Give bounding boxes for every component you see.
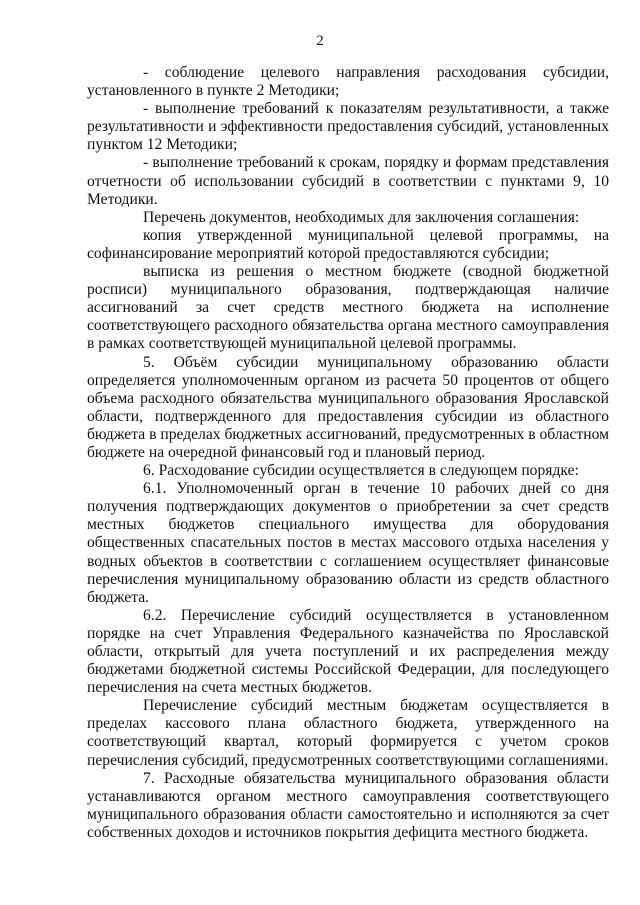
document-body (87, 64, 609, 842)
page-number: 2 (316, 33, 324, 49)
paragraph-section-6-2: 6.2. Перечисление субсидий осуществляется в установленном порядке на счет Управления Федерального казначейства по Ярославской области, открытый для учета поступлений и их распределения между бюджетами бюджетной системы Российской Федерации, для последующего перечисления на счета местных бюджетов. (87, 606, 609, 697)
paragraph-documents-list-heading: Перечень документов, необходимых для заключения соглашения: (143, 208, 580, 226)
paragraph-section-7: 7. Расходные обязательства муниципального образования области устанавливаются органом местного самоуправления соответствующего муниципального образования области самостоятельно и исполняются за счет собственных доходов и источников покрытия дефицита местного бюджета. (87, 769, 609, 841)
paragraph-section-5: 5. Объём субсидии муниципальному образованию области определяется уполномоченным органом из расчета 50 процентов от общего объема расходного обязательства муниципального образования Ярославской области, подтвержденного для предоставления субсидии из областного бюджета в пределах бюджетных ассигнований, предусмотренных в областном бюджете на очередной финансовый год и плановый период. (87, 353, 609, 461)
paragraph-target-use: - соблюдение целевого направления расходования субсидии, установленного в пункте 2 Методики; (87, 64, 609, 100)
paragraph-section-6: 6. Расходование субсидии осуществляется в следующем порядке: (143, 462, 579, 480)
paragraph-transfer-limits: Перечисление субсидий местным бюджетам осуществляется в пределах кассового плана областного бюджета, утвержденного на соответствующий квартал, который формируется с учетом сроков перечисления субсидий, предусмотренных соответствующими соглашениями. (87, 697, 609, 769)
paragraph-program-copy: копия утвержденной муниципальной целевой программы, на софинансирование мероприятий которой предоставляются субсидии; (87, 226, 609, 262)
paragraph-performance-requirements: - выполнение требований к показателям результативности, а также результативности и эффективности предоставления субсидий, установленных пунктом 12 Методики; (87, 100, 609, 154)
paragraph-budget-extract: выписка из решения о местном бюджете (сводной бюджетной росписи) муниципального образования, подтверждающая наличие ассигнований за счет средств местного бюджета на исполнение соответствующего расходного обязательства органа местного самоуправления в рамках соответствующей муниципальной целевой программы. (87, 263, 609, 353)
paragraph-section-6-1: 6.1. Уполномоченный орган в течение 10 рабочих дней со дня получения подтверждающих документов о приобретении за счет средств местных бюджетов специального имущества для оборудования общественных спасательных постов в местах массового отдыха населения у водных объектов в соответствии с соглашением осуществляет финансовые перечисления муниципальному образованию области из средств областного бюджета. (87, 480, 609, 606)
paragraph-reporting-requirements: - выполнение требований к срокам, порядку и формам представления отчетности об использовании субсидий в соответствии с пунктами 9, 10 Методики. (87, 154, 609, 208)
